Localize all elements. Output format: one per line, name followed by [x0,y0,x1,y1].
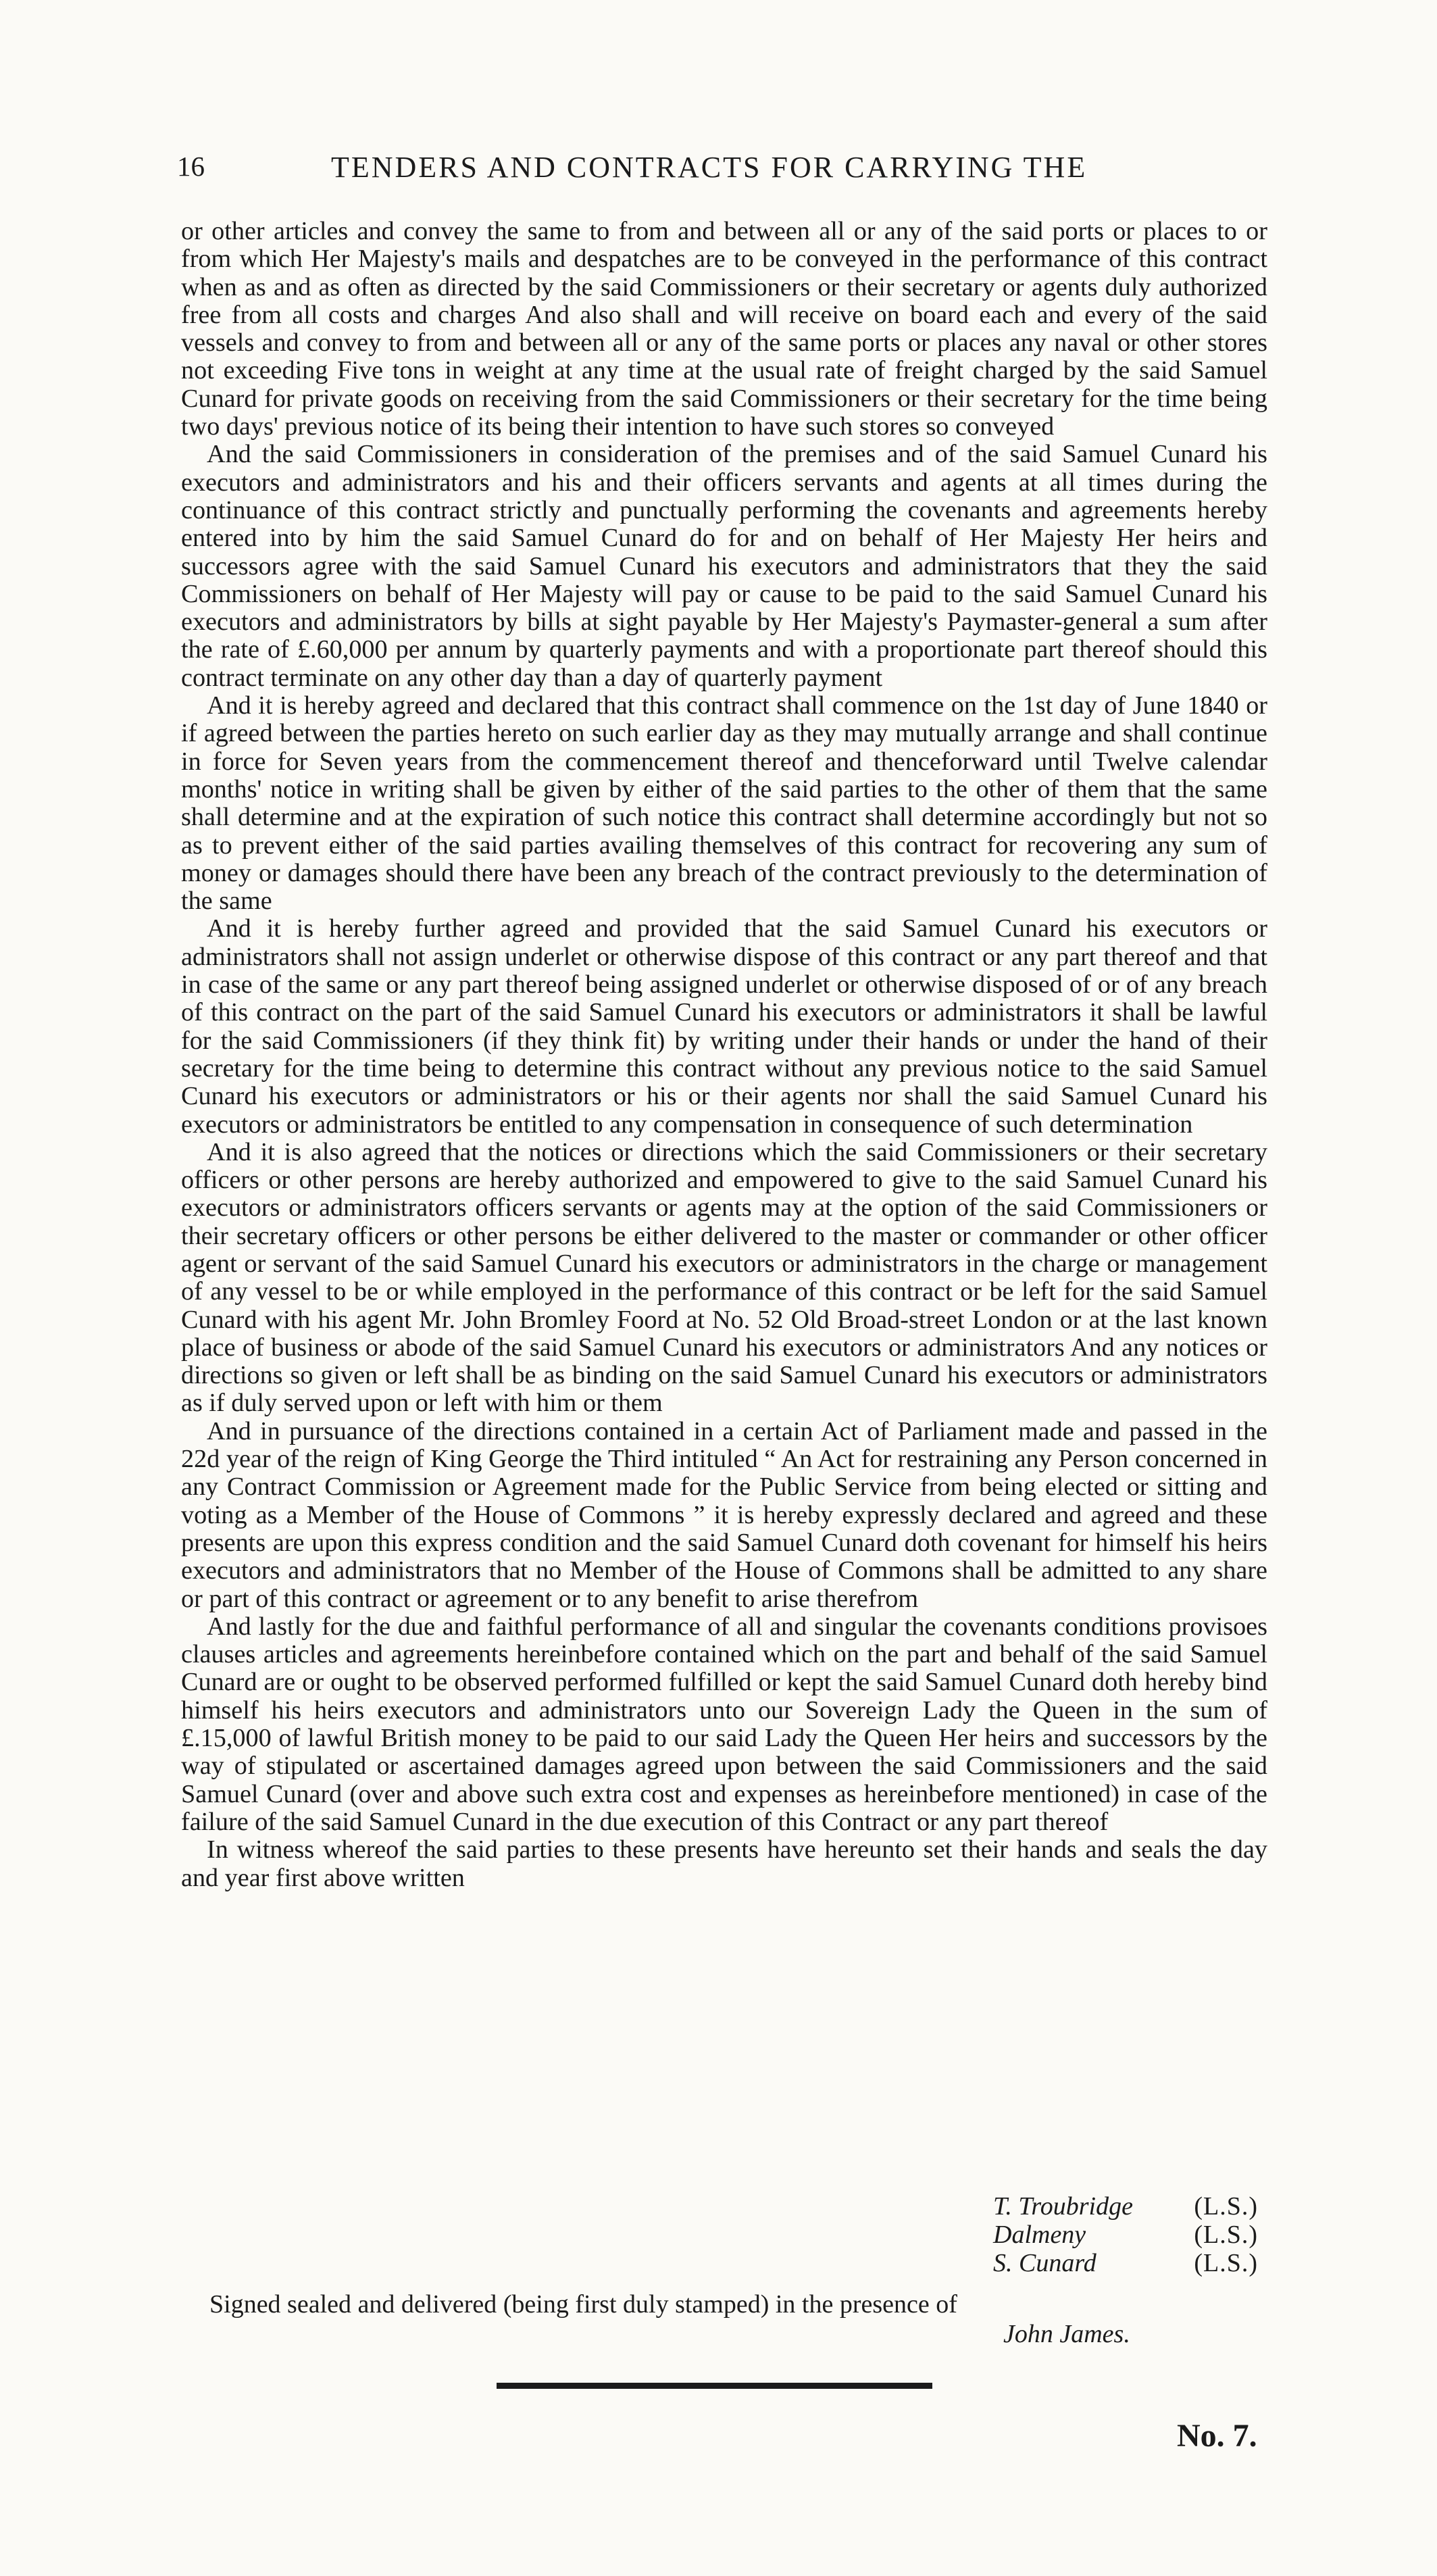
paragraph-8: In witness whereof the said parties to these presents have hereunto set their hands and seals the day and year first above written [181,1835,1267,1892]
signature-block [993,2191,1277,2277]
paragraph-1: or other articles and convey the same to from and between all or any of the said ports or places to or from which Her Majesty's mails and despatches are to be conveyed in the performance of this contract when as and as often as directed by the said Commissioners or their secretary or agents duly authorized free from all costs and charges And also shall and will receive on board each and every of the said vessels and convey to from and between all or any of the same ports or places any naval or other stores not exceeding Five tons in weight at any time at the usual rate of freight charged by the said Samuel Cunard for private goods on receiving from the said Commissioners or their secretary for the time being two days' previous notice of its being their intention to have such stores so conveyed [181,217,1267,441]
running-title: TENDERS AND CONTRACTS FOR CARRYING THE [331,151,1088,184]
paragraph-2: And the said Commissioners in consideration of the premises and of the said Samuel Cunard his executors and administrators and his and their officers servants and agents at all times during the continuance of this contract strictly and punctually performing the covenants and agreements hereby entered into by him the said Samuel Cunard do for and on behalf of Her Majesty Her heirs and successors agree with the said Samuel Cunard his executors and administrators that they the said Commissioners on behalf of Her Majesty will pay or cause to be paid to the said Samuel Cunard his executors and administrators by bills at sight payable by Her Majesty's Paymaster-general a sum after the rate of £.60,000 per annum by quarterly payments and with a proportionate part thereof should this contract terminate on any other day than a day of quarterly payment [181,440,1267,692]
seal-mark: (L.S.) [1194,2221,1258,2249]
next-item-number: No. 7. [1177,2418,1257,2454]
paragraph-6: And in pursuance of the directions contained in a certain Act of Parliament made and passed in the 22d year of the reign of King George the Third intituled “ An Act for restraining any Person concerned in any Contract Commission or Agreement made for the Public Service from being elected or sitting and voting as a Member of the House of Commons ” it is hereby expressly declared and agreed and these presents are upon this express condition and the said Samuel Cunard doth covenant for himself his heirs executors and administrators that no Member of the House of Commons shall be admitted to any share or part of this contract or agreement or to any benefit to arise therefrom [181,1416,1267,1613]
contract-body [181,218,1267,1892]
paragraph-4: And it is hereby further agreed and provided that the said Samuel Cunard his executors or administrators shall not assign underlet or otherwise dispose of this contract or any part thereof and that in case of the same or any part thereof being assigned underlet or otherwise disposed of or of any breach of this contract on the part of the said Samuel Cunard his executors or administrators it shall be lawful for the said Commissioners (if they think fit) by writing under their hands or under the hand of their secretary for the time being to determine this contract without any previous notice to the said Samuel Cunard his executors or administrators or his or their agents nor shall the said Samuel Cunard his executors or administrators be entitled to any compensation in consequence of such determination [181,914,1267,1139]
paragraph-5: And it is also agreed that the notices or directions which the said Commissioners or their secretary officers or other persons are hereby authorized and empowered to give to the said Samuel Cunard his executors or administrators officers servants or agents may at the option of the said Commissioners or their secretary officers or other persons be either delivered to the master or commander or other officer agent or servant of the said Samuel Cunard his executors or administrators in the charge or management of any vessel to be or while employed in the performance of this contract or be left for the said Samuel Cunard with his agent Mr. John Bromley Foord at No. 52 Old Broad-street London or at the last known place of business or abode of the said Samuel Cunard his executors or administrators And any notices or directions so given or left shall be as binding on the said Samuel Cunard his executors or administrators as if duly served upon or left with him or them [181,1137,1267,1418]
signature-row [993,2191,1277,2220]
witness-name: John James. [1003,2320,1130,2348]
page-header [177,150,1265,191]
paragraph-7: And lastly for the due and faithful performance of all and singular the covenants conditions provisoes clauses articles and agreements hereinbefore contained which on the part and behalf of the said Samuel Cunard are or ought to be observed performed fulfilled or kept the said Samuel Cunard doth hereby bind himself his heirs executors and administrators unto our Sovereign Lady the Queen in the sum of £.15,000 of lawful British money to be paid to our said Lady the Queen Her heirs and successors by the way of stipulated or ascertained damages agreed upon between the said Commissioners and the said Samuel Cunard (over and above such extra cost and expenses as hereinbefore mentioned) in case of the failure of the said Samuel Cunard in the due execution of this Contract or any part thereof [181,1612,1267,1836]
seal-mark: (L.S.) [1194,2249,1258,2277]
signatory-name: S. Cunard [993,2249,1096,2277]
signature-row [993,2220,1277,2248]
signatory-name: T. Troubridge [993,2192,1133,2221]
paragraph-3: And it is hereby agreed and declared that this contract shall commence on the 1st day of June 1840 or if agreed between the parties hereto on such earlier day as they may mutually arrange and shall continue in force for Seven years from the commencement thereof and thenceforward until Twelve calendar months' notice in writing shall be given by either of the said parties to the other of them that the same shall determine and at the expiration of such notice this contract shall determine accordingly but not so as to prevent either of the said parties availing themselves of this contract for recovering any sum of money or damages should there have been any breach of the contract previously to the determination of the same [181,691,1267,916]
seal-mark: (L.S.) [1194,2192,1258,2221]
witness-statement: Signed sealed and delivered (being first duly stamped) in the presence of [209,2290,957,2319]
section-divider [497,2383,932,2389]
signatory-name: Dalmeny [993,2221,1086,2249]
signature-row [993,2248,1277,2277]
page-number: 16 [177,151,205,182]
